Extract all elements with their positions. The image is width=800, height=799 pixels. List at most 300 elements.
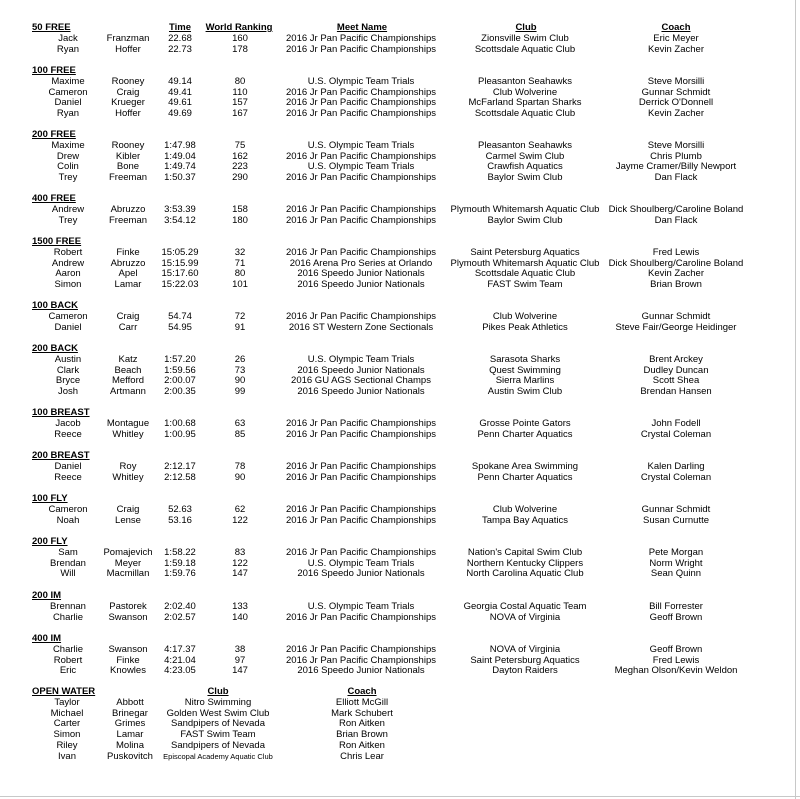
club-name: Grosse Pointe Gators (479, 418, 571, 429)
event-title: 200 FREE (32, 129, 76, 140)
first-name: Brennan (50, 601, 86, 612)
coach-name: Kevin Zacher (648, 108, 704, 120)
first-name: Clark (56, 364, 80, 376)
coach-name: Dan Flack (654, 214, 698, 226)
last-name: Finke (116, 247, 140, 258)
coach-name: Gunnar Schmidt (641, 311, 711, 322)
open-water-club-header: Club (207, 686, 229, 697)
meet-name: 2016 Jr Pan Pacific Championships (286, 428, 436, 440)
swim-time: 53.16 (168, 514, 192, 526)
event-title: 100 FREE (32, 65, 76, 76)
coach-name: Chris Plumb (650, 150, 702, 162)
world-ranking: 80 (234, 76, 246, 87)
coach-name: Brian Brown (650, 279, 702, 291)
world-ranking: 75 (234, 140, 246, 151)
first-name: Robert (53, 247, 83, 258)
first-name: Jacob (55, 418, 81, 429)
world-ranking: 99 (234, 386, 246, 398)
first-name: Charlie (52, 611, 84, 623)
coach-name: Brent Arckey (649, 354, 703, 365)
event-header-row (0, 450, 800, 461)
meet-name: 2016 Jr Pan Pacific Championships (286, 547, 436, 558)
first-name: Cameron (48, 504, 88, 515)
swim-time: 1:59.56 (164, 364, 196, 376)
open-water-swimmer-row (0, 708, 800, 719)
meet-name: 2016 Jr Pan Pacific Championships (286, 150, 436, 162)
swimmer-row (0, 87, 800, 98)
swimmer-row (0, 644, 800, 655)
swim-time: 15:15.99 (161, 257, 199, 269)
first-name: Simon (54, 279, 82, 291)
club-name: Crawfish Aquatics (487, 161, 563, 173)
swim-time: 15:17.60 (161, 268, 199, 280)
event-title: 50 FREE (32, 22, 71, 33)
swim-time: 3:53.39 (164, 204, 196, 215)
swimmer-row (0, 375, 800, 386)
first-name: Andrew (51, 204, 85, 215)
open-water-coach-header: Coach (347, 686, 377, 697)
world-ranking: 122 (232, 514, 248, 526)
meet-name: 2016 Jr Pan Pacific Championships (286, 471, 436, 483)
swim-time: 2:12.58 (164, 471, 196, 483)
first-name: Maxime (51, 140, 85, 151)
meet-name: 2016 Jr Pan Pacific Championships (286, 204, 436, 215)
swimmer-row (0, 268, 800, 279)
last-name: Mefford (111, 375, 145, 387)
swim-time: 15:05.29 (161, 247, 199, 258)
page-edge-right (795, 0, 796, 799)
coach-name: Brian Brown (336, 729, 388, 741)
world-ranking: 63 (234, 418, 246, 429)
swimmer-row (0, 311, 800, 322)
club-name: Pikes Peak Athletics (482, 321, 568, 333)
coach-name: Eric Meyer (653, 33, 699, 44)
world-ranking: 91 (234, 321, 246, 333)
first-name: Daniel (54, 461, 82, 472)
world-ranking: 110 (232, 86, 248, 98)
first-name: Maxime (51, 76, 85, 87)
swimmer-row (0, 558, 800, 569)
last-name: Craig (116, 504, 140, 515)
last-name: Knowles (110, 665, 146, 677)
world-ranking: 78 (234, 461, 246, 472)
club-name: Plymouth Whitemarsh Aquatic Club (450, 204, 600, 215)
club-name: McFarland Spartan Sharks (468, 97, 582, 109)
last-name: Abbott (116, 697, 144, 708)
last-name: Lense (115, 514, 141, 526)
last-name: Finke (116, 654, 140, 666)
event-header-row (0, 236, 800, 247)
swim-time: 49.14 (168, 76, 192, 87)
first-name: Sam (58, 547, 78, 558)
swim-time: 2:00.35 (164, 386, 196, 398)
first-name: Eric (59, 665, 77, 677)
club-name: Sierra Marlins (495, 375, 555, 387)
first-name: Andrew (51, 257, 85, 269)
meet-name: 2016 Jr Pan Pacific Championships (286, 86, 436, 98)
first-name: Cameron (48, 311, 88, 322)
club-name: Episcopal Academy Aquatic Club (163, 751, 273, 761)
swim-time: 15:22.03 (161, 279, 199, 291)
event-header-row (0, 536, 800, 547)
meet-name: 2016 Arena Pro Series at Orlando (289, 257, 433, 269)
swimmer-row (0, 204, 800, 215)
open-water-title: OPEN WATER (32, 686, 96, 697)
coach-name: Kalen Darling (647, 461, 705, 472)
coach-name: Mark Schubert (331, 707, 393, 719)
coach-name: Steve Morsilli (647, 76, 705, 87)
last-name: Kibler (115, 150, 141, 162)
first-name: Ivan (58, 750, 76, 762)
swim-time: 1:49.04 (164, 150, 196, 162)
first-name: Ryan (56, 108, 80, 120)
swimmer-row (0, 172, 800, 183)
world-ranking: 290 (232, 172, 248, 184)
coach-name: Gunnar Schmidt (641, 504, 711, 515)
coach-name: Geoff Brown (649, 611, 703, 623)
coach-name: Sean Quinn (650, 568, 702, 580)
last-name: Craig (116, 86, 140, 98)
club-name: Northern Kentucky Clippers (466, 557, 584, 569)
swimmer-row (0, 655, 800, 666)
meet-name: 2016 Jr Pan Pacific Championships (286, 97, 436, 109)
club-name: NOVA of Virginia (489, 611, 561, 623)
world-ranking: 32 (234, 247, 246, 258)
last-name: Whitley (112, 428, 144, 440)
swimmer-row (0, 33, 800, 44)
world-ranking: 90 (234, 375, 246, 387)
last-name: Freeman (108, 172, 148, 184)
event-title: 100 BREAST (32, 407, 90, 418)
coach-name: Chris Lear (340, 750, 384, 762)
coach-header: Coach (661, 22, 691, 33)
last-name: Beach (114, 364, 142, 376)
coach-name: Dudley Duncan (643, 364, 709, 376)
meet-name: U.S. Olympic Team Trials (307, 354, 415, 365)
meet-name: 2016 Jr Pan Pacific Championships (286, 172, 436, 184)
coach-name: Scott Shea (652, 375, 700, 387)
world-ranking: 158 (232, 204, 248, 215)
world-ranking: 26 (234, 354, 246, 365)
world-ranking: 122 (232, 557, 248, 569)
world-ranking-header: World Ranking (205, 22, 273, 33)
meet-name-header: Meet Name (336, 22, 388, 33)
meet-name: 2016 Speedo Junior Nationals (297, 268, 425, 280)
club-name: Baylor Swim Club (487, 172, 563, 184)
world-ranking: 147 (232, 665, 248, 677)
first-name: Trey (58, 172, 78, 184)
swimmer-row (0, 418, 800, 429)
coach-name: Steve Morsilli (647, 140, 705, 151)
coach-name: Crystal Coleman (640, 471, 712, 483)
world-ranking: 157 (232, 97, 248, 109)
last-name: Abruzzo (110, 204, 146, 215)
world-ranking: 62 (234, 504, 246, 515)
swimmer-row (0, 429, 800, 440)
coach-name: Dick Shoulberg/Caroline Boland (608, 257, 744, 269)
meet-name: 2016 Jr Pan Pacific Championships (286, 311, 436, 322)
coach-name: Dick Shoulberg/Caroline Boland (608, 204, 744, 215)
meet-name: 2016 Speedo Junior Nationals (297, 568, 425, 580)
swimmer-row (0, 515, 800, 526)
swimmer-row (0, 161, 800, 172)
swim-time: 49.41 (168, 86, 192, 98)
club-name: Club Wolverine (492, 86, 558, 98)
event-title: 200 BACK (32, 343, 78, 354)
last-name: Puskovitch (107, 750, 153, 762)
swimmer-row (0, 108, 800, 119)
swimmer-row (0, 44, 800, 55)
open-water-swimmer-row (0, 740, 800, 751)
first-name: Charlie (52, 644, 84, 655)
meet-name: 2016 Jr Pan Pacific Championships (286, 644, 436, 655)
last-name: Brinegar (112, 707, 148, 719)
club-name: Saint Petersburg Aquatics (470, 247, 580, 258)
meet-name: 2016 Jr Pan Pacific Championships (286, 514, 436, 526)
meet-name: 2016 Speedo Junior Nationals (297, 364, 425, 376)
meet-name: 2016 Jr Pan Pacific Championships (286, 611, 436, 623)
meet-name: 2016 Jr Pan Pacific Championships (286, 418, 436, 429)
last-name: Hoffer (115, 108, 141, 120)
first-name: Daniel (54, 97, 82, 109)
first-name: Austin (54, 354, 82, 365)
swim-time: 2:00.07 (164, 375, 196, 387)
swim-time: 1:47.98 (164, 140, 196, 151)
swimmer-row (0, 215, 800, 226)
open-water-swimmer-row (0, 729, 800, 740)
club-name: Penn Charter Aquatics (477, 471, 573, 483)
last-name: Meyer (114, 557, 142, 569)
last-name: Krueger (111, 97, 145, 109)
coach-name: Fred Lewis (652, 654, 700, 666)
last-name: Macmillan (106, 568, 150, 580)
swim-time: 22.73 (168, 43, 192, 55)
swimmer-row (0, 568, 800, 579)
last-name: Molina (116, 739, 144, 751)
club-name: Saint Petersburg Aquatics (470, 654, 580, 666)
last-name: Bone (116, 161, 140, 173)
last-name: Grimes (114, 718, 146, 730)
club-name: FAST Swim Team (487, 279, 563, 291)
event-title: 100 BACK (32, 300, 78, 311)
club-name: Plymouth Whitemarsh Aquatic Club (450, 257, 600, 269)
swim-time: 1:00.68 (164, 418, 196, 429)
first-name: Noah (56, 514, 80, 526)
open-water-swimmer-row (0, 718, 800, 729)
last-name: Craig (116, 311, 140, 322)
coach-name: Elliott McGill (335, 697, 389, 708)
swim-time: 22.68 (168, 33, 192, 44)
first-name: Reece (54, 471, 82, 483)
meet-name: 2016 ST Western Zone Sectionals (288, 321, 434, 333)
swimmer-row (0, 151, 800, 162)
swim-time: 1:58.22 (164, 547, 196, 558)
coach-name: Bill Forrester (649, 601, 703, 612)
club-name: Scottsdale Aquatic Club (474, 268, 576, 280)
event-title: 400 FREE (32, 193, 76, 204)
meet-name: 2016 Jr Pan Pacific Championships (286, 654, 436, 666)
coach-name: Gunnar Schmidt (641, 86, 711, 98)
swimmer-row (0, 665, 800, 676)
coach-name: Brendan Hansen (640, 386, 712, 398)
swimmer-row (0, 461, 800, 472)
world-ranking: 80 (234, 268, 246, 280)
swim-time: 1:50.37 (164, 172, 196, 184)
club-name: Georgia Costal Aquatic Team (463, 601, 587, 612)
meet-name: 2016 Jr Pan Pacific Championships (286, 247, 436, 258)
open-water-swimmer-row (0, 697, 800, 708)
club-name: Pleasanton Seahawks (477, 140, 573, 151)
open-water-swimmer-row (0, 751, 800, 762)
last-name: Rooney (111, 76, 145, 87)
world-ranking: 83 (234, 547, 246, 558)
meet-name: U.S. Olympic Team Trials (307, 557, 415, 569)
event-title: 1500 FREE (32, 236, 82, 247)
swim-time: 52.63 (168, 504, 192, 515)
last-name: Artmann (110, 386, 146, 398)
swimmer-row (0, 547, 800, 558)
coach-name: Crystal Coleman (640, 428, 712, 440)
coach-name: Norm Wright (649, 557, 703, 569)
swim-time: 2:12.17 (164, 461, 196, 472)
world-ranking: 178 (232, 43, 248, 55)
last-name: Lamar (114, 279, 142, 291)
club-name: Nation's Capital Swim Club (467, 547, 583, 558)
swim-time: 1:59.76 (164, 568, 196, 580)
swim-time: 1:49.74 (164, 161, 196, 173)
event-header-row (0, 493, 800, 504)
swimmer-row (0, 97, 800, 108)
first-name: Aaron (55, 268, 81, 280)
coach-name: Ron Aitken (339, 718, 385, 730)
meet-name: U.S. Olympic Team Trials (307, 76, 415, 87)
last-name: Swanson (108, 644, 148, 655)
coach-name: Derrick O'Donnell (638, 97, 714, 109)
meet-name: 2016 Jr Pan Pacific Championships (286, 33, 436, 44)
meet-name: U.S. Olympic Team Trials (307, 161, 415, 173)
first-name: Michael (50, 707, 84, 719)
club-name: Scottsdale Aquatic Club (474, 108, 576, 120)
swim-time: 2:02.57 (164, 611, 196, 623)
meet-name: 2016 Speedo Junior Nationals (297, 386, 425, 398)
event-header-row (0, 129, 800, 140)
club-name: Nitro Swimming (184, 697, 252, 708)
first-name: Simon (53, 729, 81, 741)
event-header-row (0, 65, 800, 76)
event-title: 100 FLY (32, 493, 68, 504)
world-ranking: 223 (232, 161, 248, 173)
club-name: Baylor Swim Club (487, 214, 563, 226)
swimmer-row (0, 365, 800, 376)
club-name: Club Wolverine (492, 504, 558, 515)
meet-name: 2016 Jr Pan Pacific Championships (286, 504, 436, 515)
page-edge-bottom (0, 796, 800, 797)
time-header: Time (168, 22, 192, 33)
swim-time: 54.95 (168, 321, 192, 333)
club-name: Scottsdale Aquatic Club (474, 43, 576, 55)
event-title: 400 IM (32, 633, 62, 644)
last-name: Franzman (106, 33, 150, 44)
swimmer-row (0, 612, 800, 623)
first-name: Cameron (48, 86, 88, 98)
meet-name: 2016 Jr Pan Pacific Championships (286, 461, 436, 472)
event-header-row (0, 300, 800, 311)
last-name: Carr (118, 321, 138, 333)
club-name: Tampa Bay Aquatics (481, 514, 569, 526)
club-name: Sandpipers of Nevada (170, 739, 266, 751)
coach-name: John Fodell (651, 418, 701, 429)
last-name: Pomajevich (103, 547, 153, 558)
last-name: Swanson (108, 611, 148, 623)
event-title: 200 FLY (32, 536, 68, 547)
swim-time: 1:00.95 (164, 428, 196, 440)
club-name: Club Wolverine (492, 311, 558, 322)
club-name: Pleasanton Seahawks (477, 76, 573, 87)
last-name: Pastorek (109, 601, 147, 612)
swim-time: 54.74 (168, 311, 192, 322)
coach-name: Meghan Olson/Kevin Weldon (614, 665, 738, 677)
last-name: Whitley (112, 471, 144, 483)
swimmer-row (0, 322, 800, 333)
coach-name: Fred Lewis (652, 247, 700, 258)
club-name: North Carolina Aquatic Club (466, 568, 584, 580)
club-name: Spokane Area Swimming (471, 461, 579, 472)
club-name: Penn Charter Aquatics (477, 428, 573, 440)
swimmer-row (0, 140, 800, 151)
swimmer-row (0, 504, 800, 515)
event-title: 200 BREAST (32, 450, 90, 461)
last-name: Hoffer (115, 43, 141, 55)
first-name: Reece (54, 428, 82, 440)
world-ranking: 101 (232, 279, 248, 291)
world-ranking: 71 (234, 257, 246, 269)
world-ranking: 85 (234, 428, 246, 440)
club-header: Club (515, 22, 537, 33)
world-ranking: 180 (232, 214, 248, 226)
meet-name: 2016 Speedo Junior Nationals (297, 279, 425, 291)
first-name: Bryce (55, 375, 81, 387)
club-name: Dayton Raiders (492, 665, 558, 677)
swim-time: 4:21.04 (164, 654, 196, 666)
meet-name: U.S. Olympic Team Trials (307, 140, 415, 151)
coach-name: Steve Fair/George Heidinger (615, 321, 737, 333)
first-name: Trey (58, 214, 78, 226)
swimmer-row (0, 76, 800, 87)
swimmer-row (0, 601, 800, 612)
last-name: Freeman (108, 214, 148, 226)
world-ranking: 167 (232, 108, 248, 120)
first-name: Will (60, 568, 76, 580)
world-ranking: 147 (232, 568, 248, 580)
club-name: Quest Swimming (489, 364, 561, 376)
first-name: Robert (53, 654, 83, 666)
club-name: Zionsville Swim Club (481, 33, 569, 44)
first-name: Ryan (56, 43, 80, 55)
coach-name: Kevin Zacher (648, 43, 704, 55)
swim-time: 49.69 (168, 108, 192, 120)
first-name: Jack (58, 33, 78, 44)
club-name: NOVA of Virginia (489, 644, 561, 655)
event-header-row (0, 407, 800, 418)
first-name: Brendan (50, 557, 86, 569)
last-name: Roy (119, 461, 137, 472)
first-name: Daniel (54, 321, 82, 333)
first-name: Carter (53, 718, 81, 730)
coach-name: Dan Flack (654, 172, 698, 184)
swim-time: 4:17.37 (164, 644, 196, 655)
last-name: Rooney (111, 140, 145, 151)
first-name: Riley (56, 739, 78, 751)
